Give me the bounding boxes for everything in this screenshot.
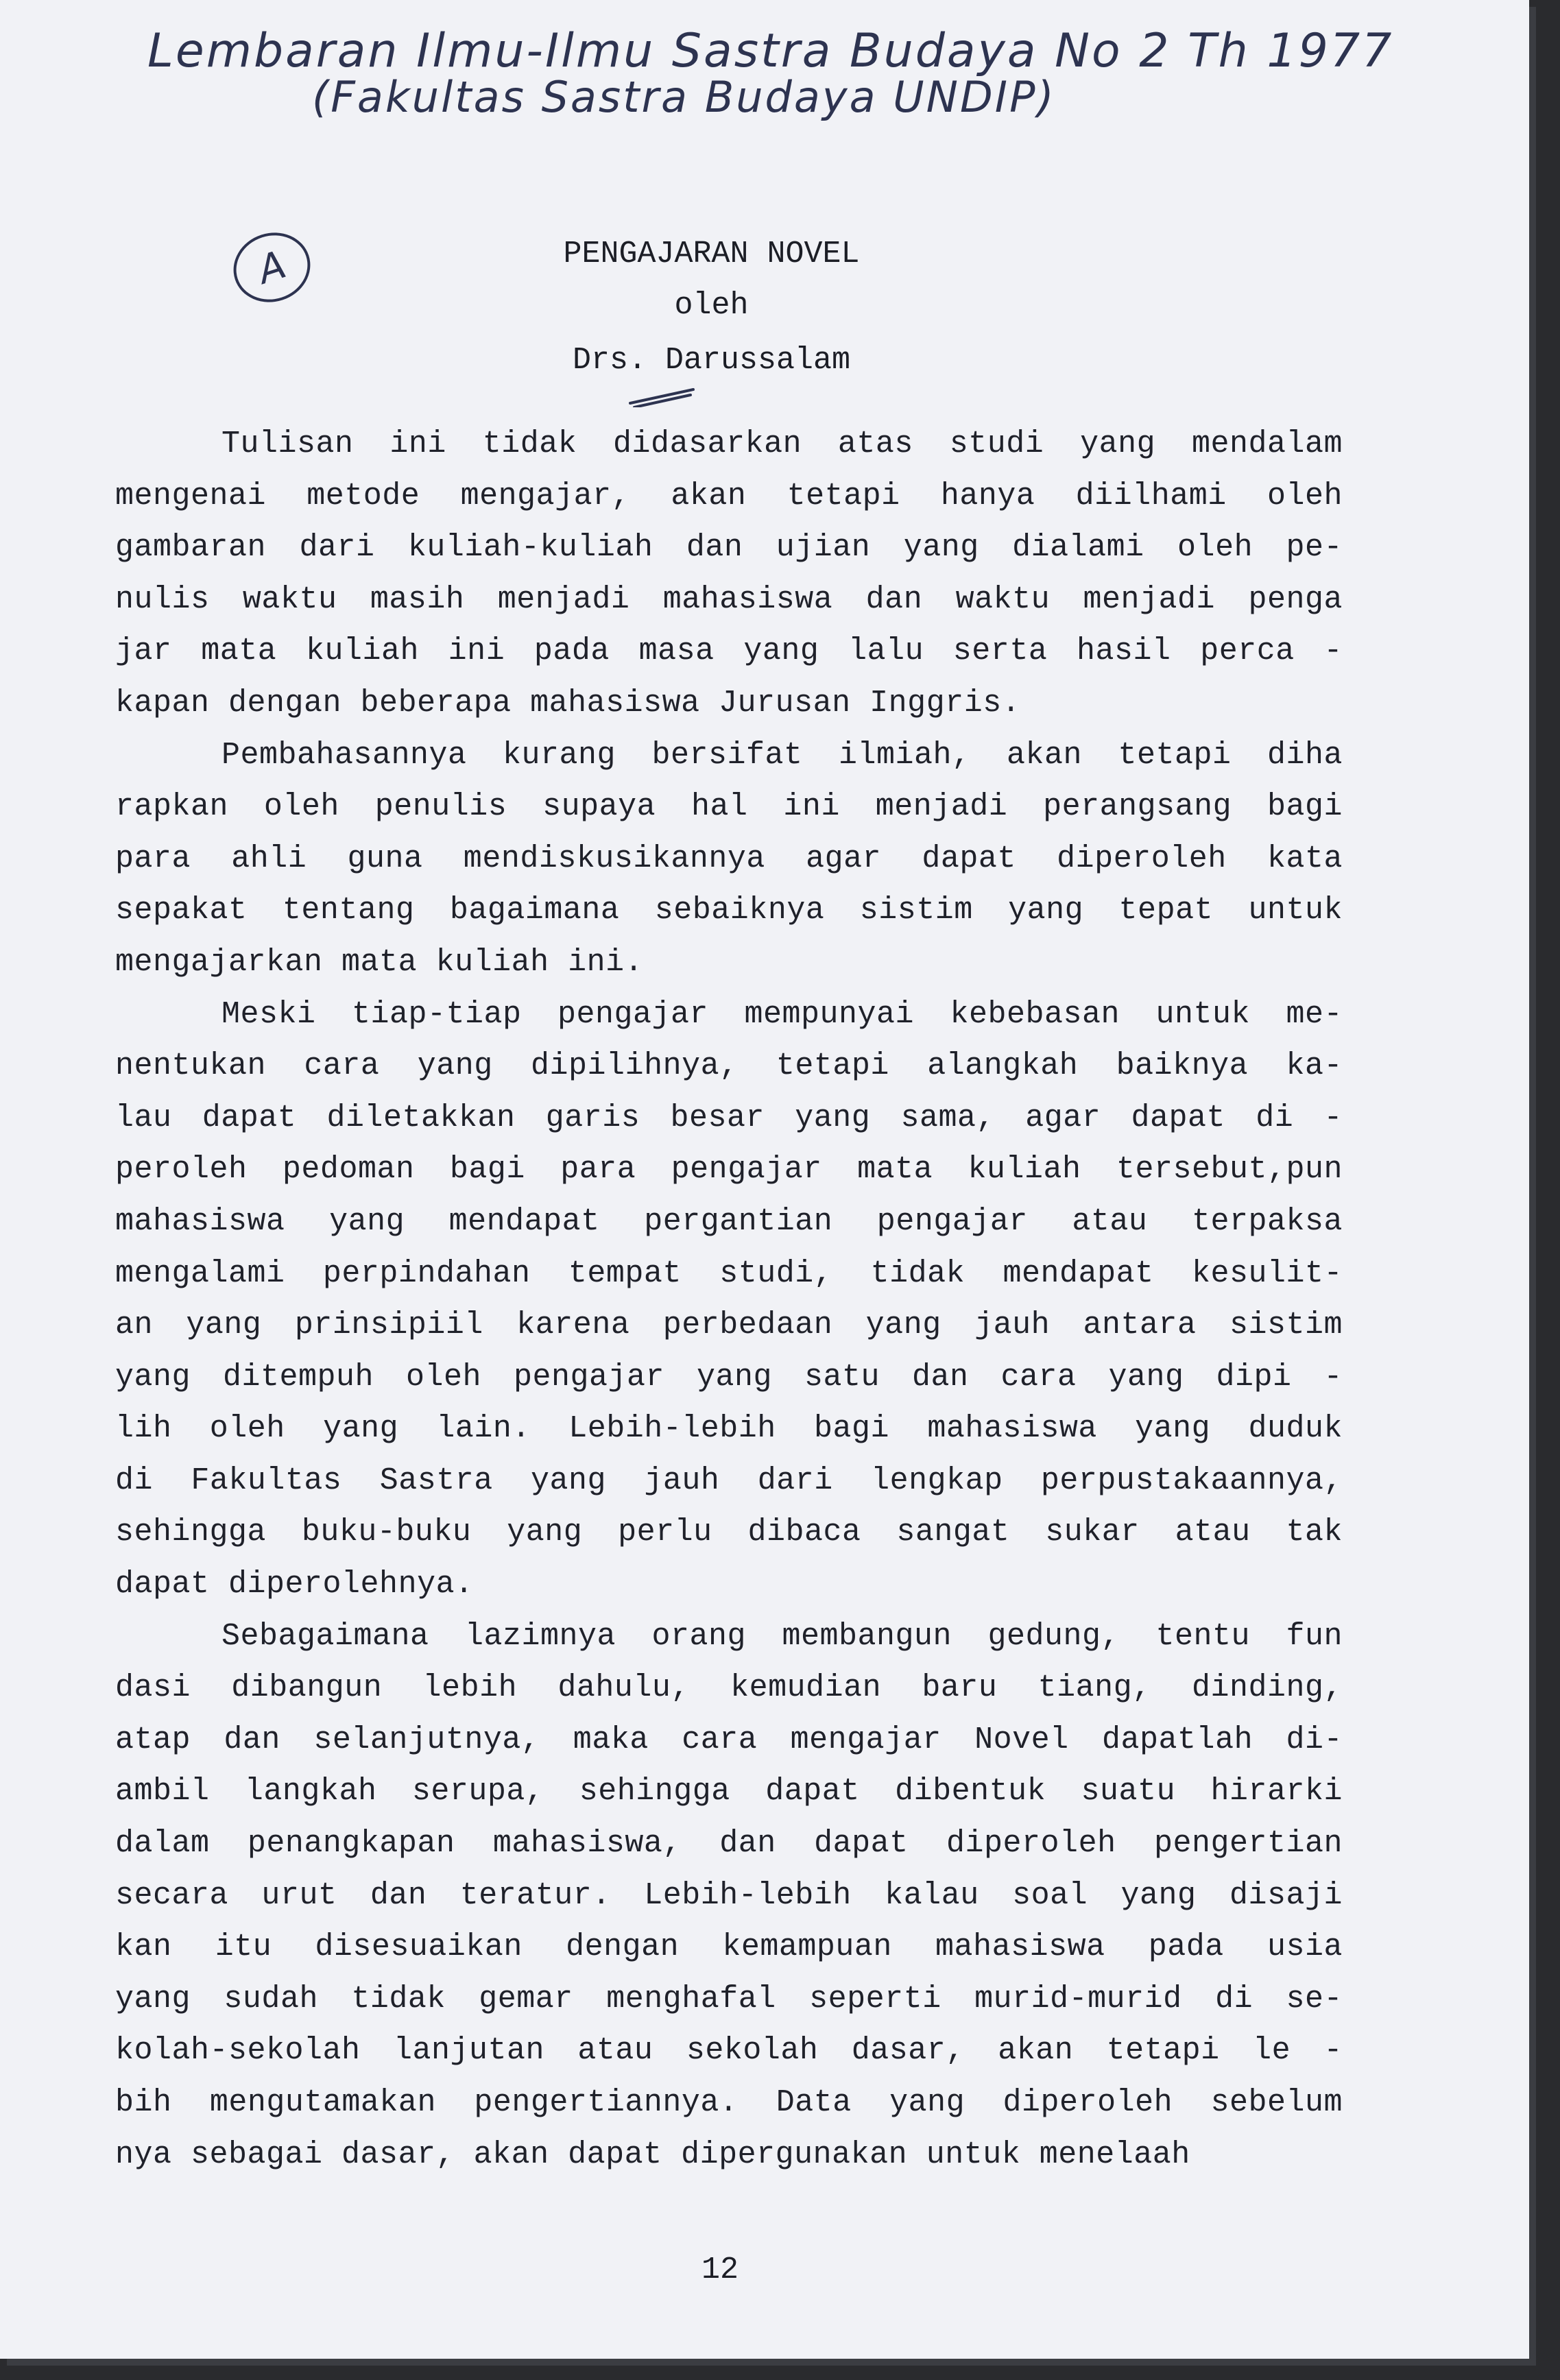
text-line: bih mengutamakan pengertiannya. Data yang diperoleh sebelum [115,2085,1343,2120]
text-line: Pembahasannya kurang bersifat ilmiah, akan tetapi diha [221,737,1343,773]
text-line: dapat diperolehnya. [115,1567,474,1602]
text-line: secara urut dan teratur. Lebih-lebih kalau soal yang disaji [115,1877,1343,1913]
text-line: para ahli guna mendiskusikannya agar dapat diperoleh kata [115,841,1343,876]
handwritten-annotation-line-1: Lembaran Ilmu-Ilmu Sastra Budaya No 2 Th 1977 [147,24,1394,78]
handwritten-underline-icon [627,383,696,407]
author-name: Drs. Darussalam [572,343,851,378]
paragraph-3 [115,989,1343,1611]
text-line: mengenai metode mengajar, akan tetapi hanya diilhami oleh [115,478,1343,514]
text-line: jar mata kuliah ini pada masa yang lalu serta hasil perca - [115,634,1343,669]
text-line: Sebagaimana lazimnya orang membangun gedung, tentu fun [221,1618,1343,1654]
page-number: 12 [701,2252,739,2287]
paragraph-2 [115,730,1343,989]
paragraph-1 [115,418,1343,730]
text-line: sepakat tentang bagaimana sebaiknya sistim yang tepat untuk [115,893,1343,928]
text-line: Meski tiap-tiap pengajar mempunyai kebebasan untuk me- [221,996,1343,1032]
text-line: Tulisan ini tidak didasarkan atas studi yang mendalam [221,426,1343,461]
text-line: nentukan cara yang dipilihnya, tetapi alangkah baiknya ka- [115,1048,1343,1084]
text-line: lau dapat diletakkan garis besar yang sama, agar dapat di - [115,1100,1343,1135]
body-text [115,418,1343,2180]
text-line: peroleh pedoman bagi para pengajar mata kuliah tersebut,pun [115,1152,1343,1188]
text-line: mengajarkan mata kuliah ini. [115,944,644,980]
document-title: PENGAJARAN NOVEL [563,237,860,272]
text-line: yang sudah tidak gemar menghafal seperti murid-murid di se- [115,1981,1343,2017]
paragraph-4 [115,1611,1343,2181]
handwritten-annotation-line-2: (Fakultas Sastra Budaya UNDIP) [312,72,1056,122]
byline-label: oleh [674,288,749,323]
text-line: yang ditempuh oleh pengajar yang satu dan cara yang dipi - [115,1359,1343,1395]
text-line: lih oleh yang lain. Lebih-lebih bagi mahasiswa yang duduk [115,1411,1343,1447]
text-line: rapkan oleh penulis supaya hal ini menjadi perangsang bagi [115,789,1343,825]
text-line: an yang prinsipiil karena perbedaan yang jauh antara sistim [115,1308,1343,1343]
text-line: di Fakultas Sastra yang jauh dari lengkap perpustakaannya, [115,1463,1343,1498]
text-line: mahasiswa yang mendapat pergantian pengajar atau terpaksa [115,1203,1343,1239]
text-line: kapan dengan beberapa mahasiswa Jurusan Inggris. [115,685,1021,721]
text-line: atap dan selanjutnya, maka cara mengajar Novel dapatlah di- [115,1722,1343,1757]
text-line: gambaran dari kuliah-kuliah dan ujian yang dialami oleh pe- [115,530,1343,566]
text-line: nulis waktu masih menjadi mahasiswa dan waktu menjadi penga [115,581,1343,617]
text-line: ambil langkah serupa, sehingga dapat dibentuk suatu hirarki [115,1774,1343,1810]
circled-letter: A [252,242,291,293]
text-line: mengalami perpindahan tempat studi, tidak mendapat kesulit- [115,1255,1343,1291]
text-line: dasi dibangun lebih dahulu, kemudian baru tiang, dinding, [115,1670,1343,1706]
text-line: kan itu disesuaikan dengan kemampuan mahasiswa pada usia [115,1930,1343,1965]
text-line: kolah-sekolah lanjutan atau sekolah dasar, akan tetapi le - [115,2033,1343,2069]
text-line: sehingga buku-buku yang perlu dibaca sangat sukar atau tak [115,1515,1343,1550]
text-line: nya sebagai dasar, akan dapat dipergunakan untuk menelaah [115,2137,1190,2172]
text-line: dalam penangkapan mahasiswa, dan dapat diperoleh pengertian [115,1826,1343,1862]
